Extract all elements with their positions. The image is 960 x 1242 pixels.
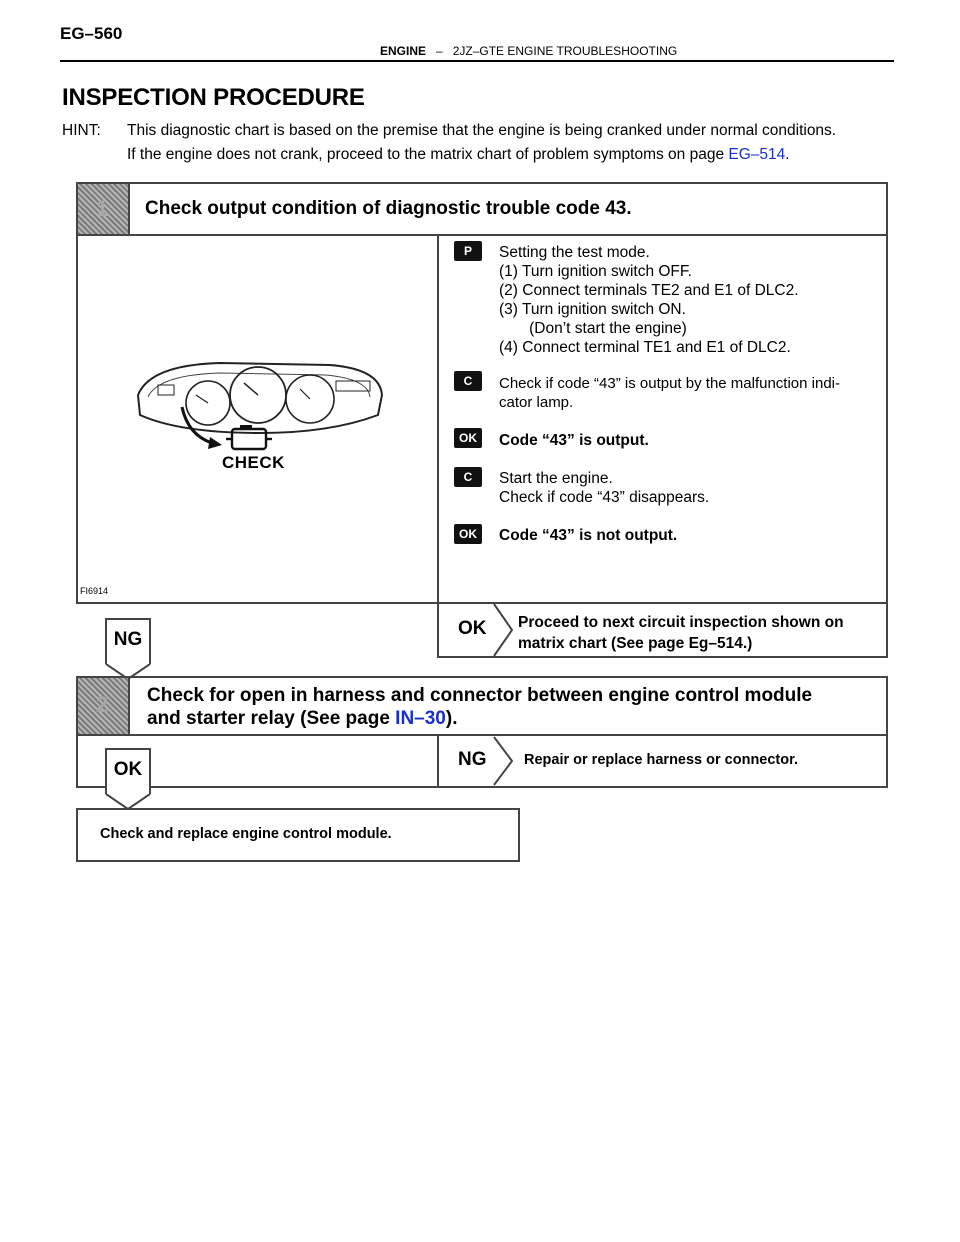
header-rule [60,60,894,62]
setting-line-5: (4) Connect terminal TE1 and E1 of DLC2. [499,339,791,356]
check2-line-1: Check if code “43” disappears. [499,489,710,506]
hint-line2-prefix: If the engine does not crank, proceed to the matrix chart of problem symptoms on page [127,146,729,163]
ok-result-text-1 [518,612,844,654]
ok1-text: Code “43” is output. [499,432,649,449]
ng-label-2: NG [458,749,487,770]
page-number: EG–560 [60,24,123,43]
hint-text-line1: This diagnostic chart is based on the premise that the engine is being cranked under normal conditions. [127,122,837,139]
step2-title-line2-suffix: ). [445,708,458,729]
final-action-text: Check and replace engine control module. [100,826,392,842]
step2-title-line2 [147,707,812,730]
ok-badge-1: OK [454,428,482,448]
c-badge-2: C [454,467,482,487]
step2-page-link[interactable]: IN–30 [395,708,446,729]
step1-title-divider [78,234,886,236]
setting-line-0: Setting the test mode. [499,244,650,261]
step2-number-tab [78,678,130,734]
ok-result-line-1: matrix chart (See page Eg–514.) [518,635,753,652]
ok-badge-2: OK [454,524,482,544]
step1-number-tab [78,184,130,234]
subsection-name: 2JZ–GTE ENGINE TROUBLESHOOTING [452,44,678,58]
ok2-text: Code “43” is not output. [499,527,678,544]
setting-line-3: (3) Turn ignition switch ON. [499,301,686,318]
step2-title-line2-prefix: and starter relay (See page [147,708,396,729]
hint-label: HINT: [62,122,101,139]
hint-page-link[interactable]: EG–514 [728,146,786,163]
step2-number: 2 [96,692,109,717]
setting-line-1: (1) Turn ignition switch OFF. [499,263,692,280]
check1-line-1: cator lamp. [499,394,574,411]
check2-line-0: Start the engine. [499,470,613,487]
ng-arrow-tag-1: NG [105,618,151,664]
running-header [380,44,677,58]
step2-title-divider [78,734,886,736]
header-separator: – [436,44,443,58]
section-name: ENGINE [380,44,427,58]
ok-arrow-tag-2: OK [105,748,151,794]
step2-column-divider [437,736,439,786]
step2-title [147,684,812,730]
ng-chevron-2 [492,736,516,786]
page-title: INSPECTION PROCEDURE [62,84,365,111]
ng-result-text-2: Repair or replace harness or connector. [524,752,798,768]
ok-result-line-0: Proceed to next circuit inspection shown on [518,614,844,631]
step1-title: Check output condition of diagnostic trouble code 43. [145,198,632,219]
check1-text [499,374,840,412]
step1-number: 1 [96,196,109,221]
ok-chevron-1 [492,602,516,658]
step2-title-line1: Check for open in harness and connector between engine control module [147,685,813,706]
check-lamp-label: CHECK [222,453,285,472]
setting-line-2: (2) Connect terminals TE2 and E1 of DLC2. [499,282,799,299]
p-badge: P [454,241,482,261]
hint-text-line2 [127,146,790,164]
c-badge-1: C [454,371,482,391]
step1-column-divider [437,236,439,602]
setting-line-4: (Don’t start the engine) [499,320,687,337]
setting-instructions [499,243,799,357]
hint-line2-suffix: . [785,146,790,163]
ok-label-1: OK [458,618,487,639]
figure-code: FI6914 [80,586,109,596]
check1-line-0: Check if code “43” is output by the malfunction indi- [499,375,841,392]
check2-text [499,469,709,507]
